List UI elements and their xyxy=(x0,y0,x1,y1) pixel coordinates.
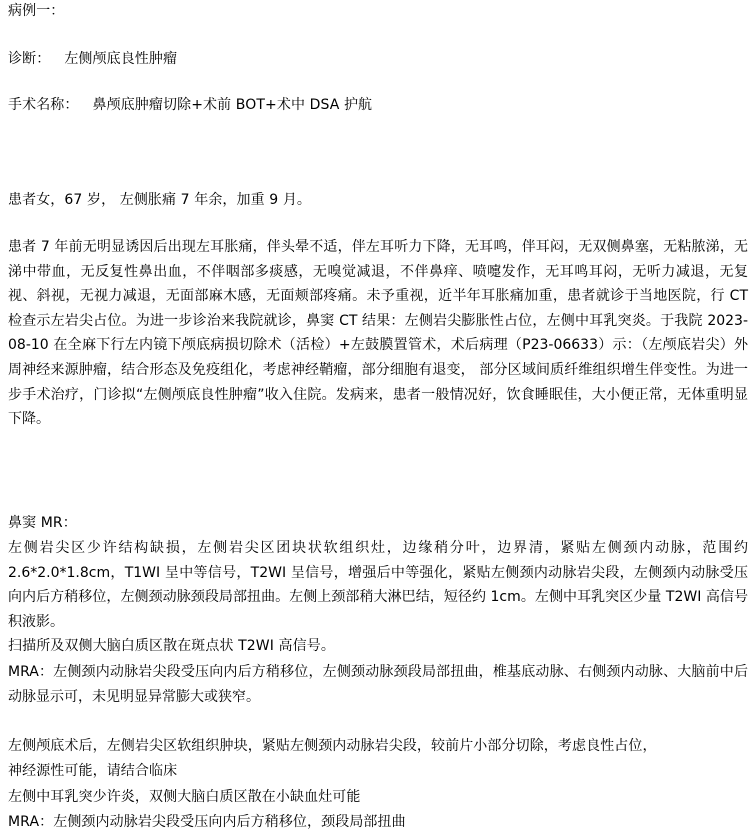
mr-finding-1: 左侧岩尖区少许结构缺损，左侧岩尖区团块状软组织灶，边缘稍分叶，边界清，紧贴左侧颈内动脉，范围约 2.6*2.0*1.8cm，T1WI 呈中等信号，T2WI 呈信号，增强后中等强化，紧贴左侧颈内动脉岩尖段，左侧颈内动脉受压向内后方稍移位，左侧颈动脉颈段局部扭曲。左侧上颈部稍大淋巴结，短径约 1cm。左侧中耳乳突区少量 T2WI 高信号积液影。 xyxy=(8,540,748,630)
chief-complaint: 患者女，67 岁， 左侧胀痛 7 年余，加重 9 月。 xyxy=(8,192,312,208)
conclusion-line-1: 左侧颅底术后，左侧岩尖区软组织肿块，紧贴左侧颈内动脉岩尖段，较前片小部分切除，考虑良性占位， xyxy=(8,738,657,754)
surgery-line xyxy=(8,94,752,117)
conclusion-line-3: 左侧中耳乳突少许炎，双侧大脑白质区散在小缺血灶可能 xyxy=(8,789,361,805)
diagnosis-value: 左侧颅底良性肿瘤 xyxy=(64,51,178,67)
surgery-value: 鼻颅底肿瘤切除+术前 BOT+术中 DSA 护航 xyxy=(92,97,373,113)
mra-finding: MRA：左侧颈内动脉岩尖段受压向内后方稍移位，左侧颈动脉颈段局部扭曲，椎基底动脉、右侧颈内动脉、大脑前中后动脉显示可，未见明显异常膨大或狭窄。 xyxy=(8,664,748,705)
diagnosis-line xyxy=(8,48,752,71)
diagnosis-label: 诊断： xyxy=(8,51,51,67)
surgery-label: 手术名称： xyxy=(8,97,79,113)
history-paragraph: 患者 7 年前无明显诱因后出现左耳胀痛，伴头晕不适，伴左耳听力下降，无耳鸣，伴耳闷，无双侧鼻塞，无粘脓涕，无涕中带血，无反复性鼻出血，不伴咽部多痰感，无嗅觉减退，不伴鼻痒、喷嚏发作，无耳鸣耳闷，无听力减退，无复视、斜视，无视力减退，无面部麻木感，无面颊部疼痛。未予重视，近半年耳胀痛加重，患者就诊于当地医院，行 CT 检查示左岩尖占位。为进一步诊治来我院就诊，鼻窦 CT 结果：左侧岩尖膨胀性占位，左侧中耳乳突炎。于我院 2023-08-10 在全麻下行左内镜下颅底病损切除术（活检）+左鼓膜置管术，术后病理（P23-06633）示：（左颅底岩尖）外周神经来源肿瘤，结合形态及免疫组化，考虑神经鞘瘤，部分细胞有退变， 部分区域间质纤维组织增生伴变性。为进一步手术治疗，门诊拟“左侧颅底良性肿瘤”收入住院。发病来，患者一般情况好，饮食睡眠佳，大小便正常，无体重明显下降。 xyxy=(8,239,748,428)
case-title: 病例一： xyxy=(8,3,65,19)
mr-title: 鼻窦 MR： xyxy=(8,515,77,531)
conclusion-line-4: MRA：左侧颈内动脉岩尖段受压向内后方稍移位，颈段局部扭曲 xyxy=(8,814,406,830)
conclusion-line-2: 神经源性可能，请结合临床 xyxy=(8,763,178,779)
mr-finding-2: 扫描所及双侧大脑白质区散在斑点状 T2WI 高信号。 xyxy=(8,638,335,654)
